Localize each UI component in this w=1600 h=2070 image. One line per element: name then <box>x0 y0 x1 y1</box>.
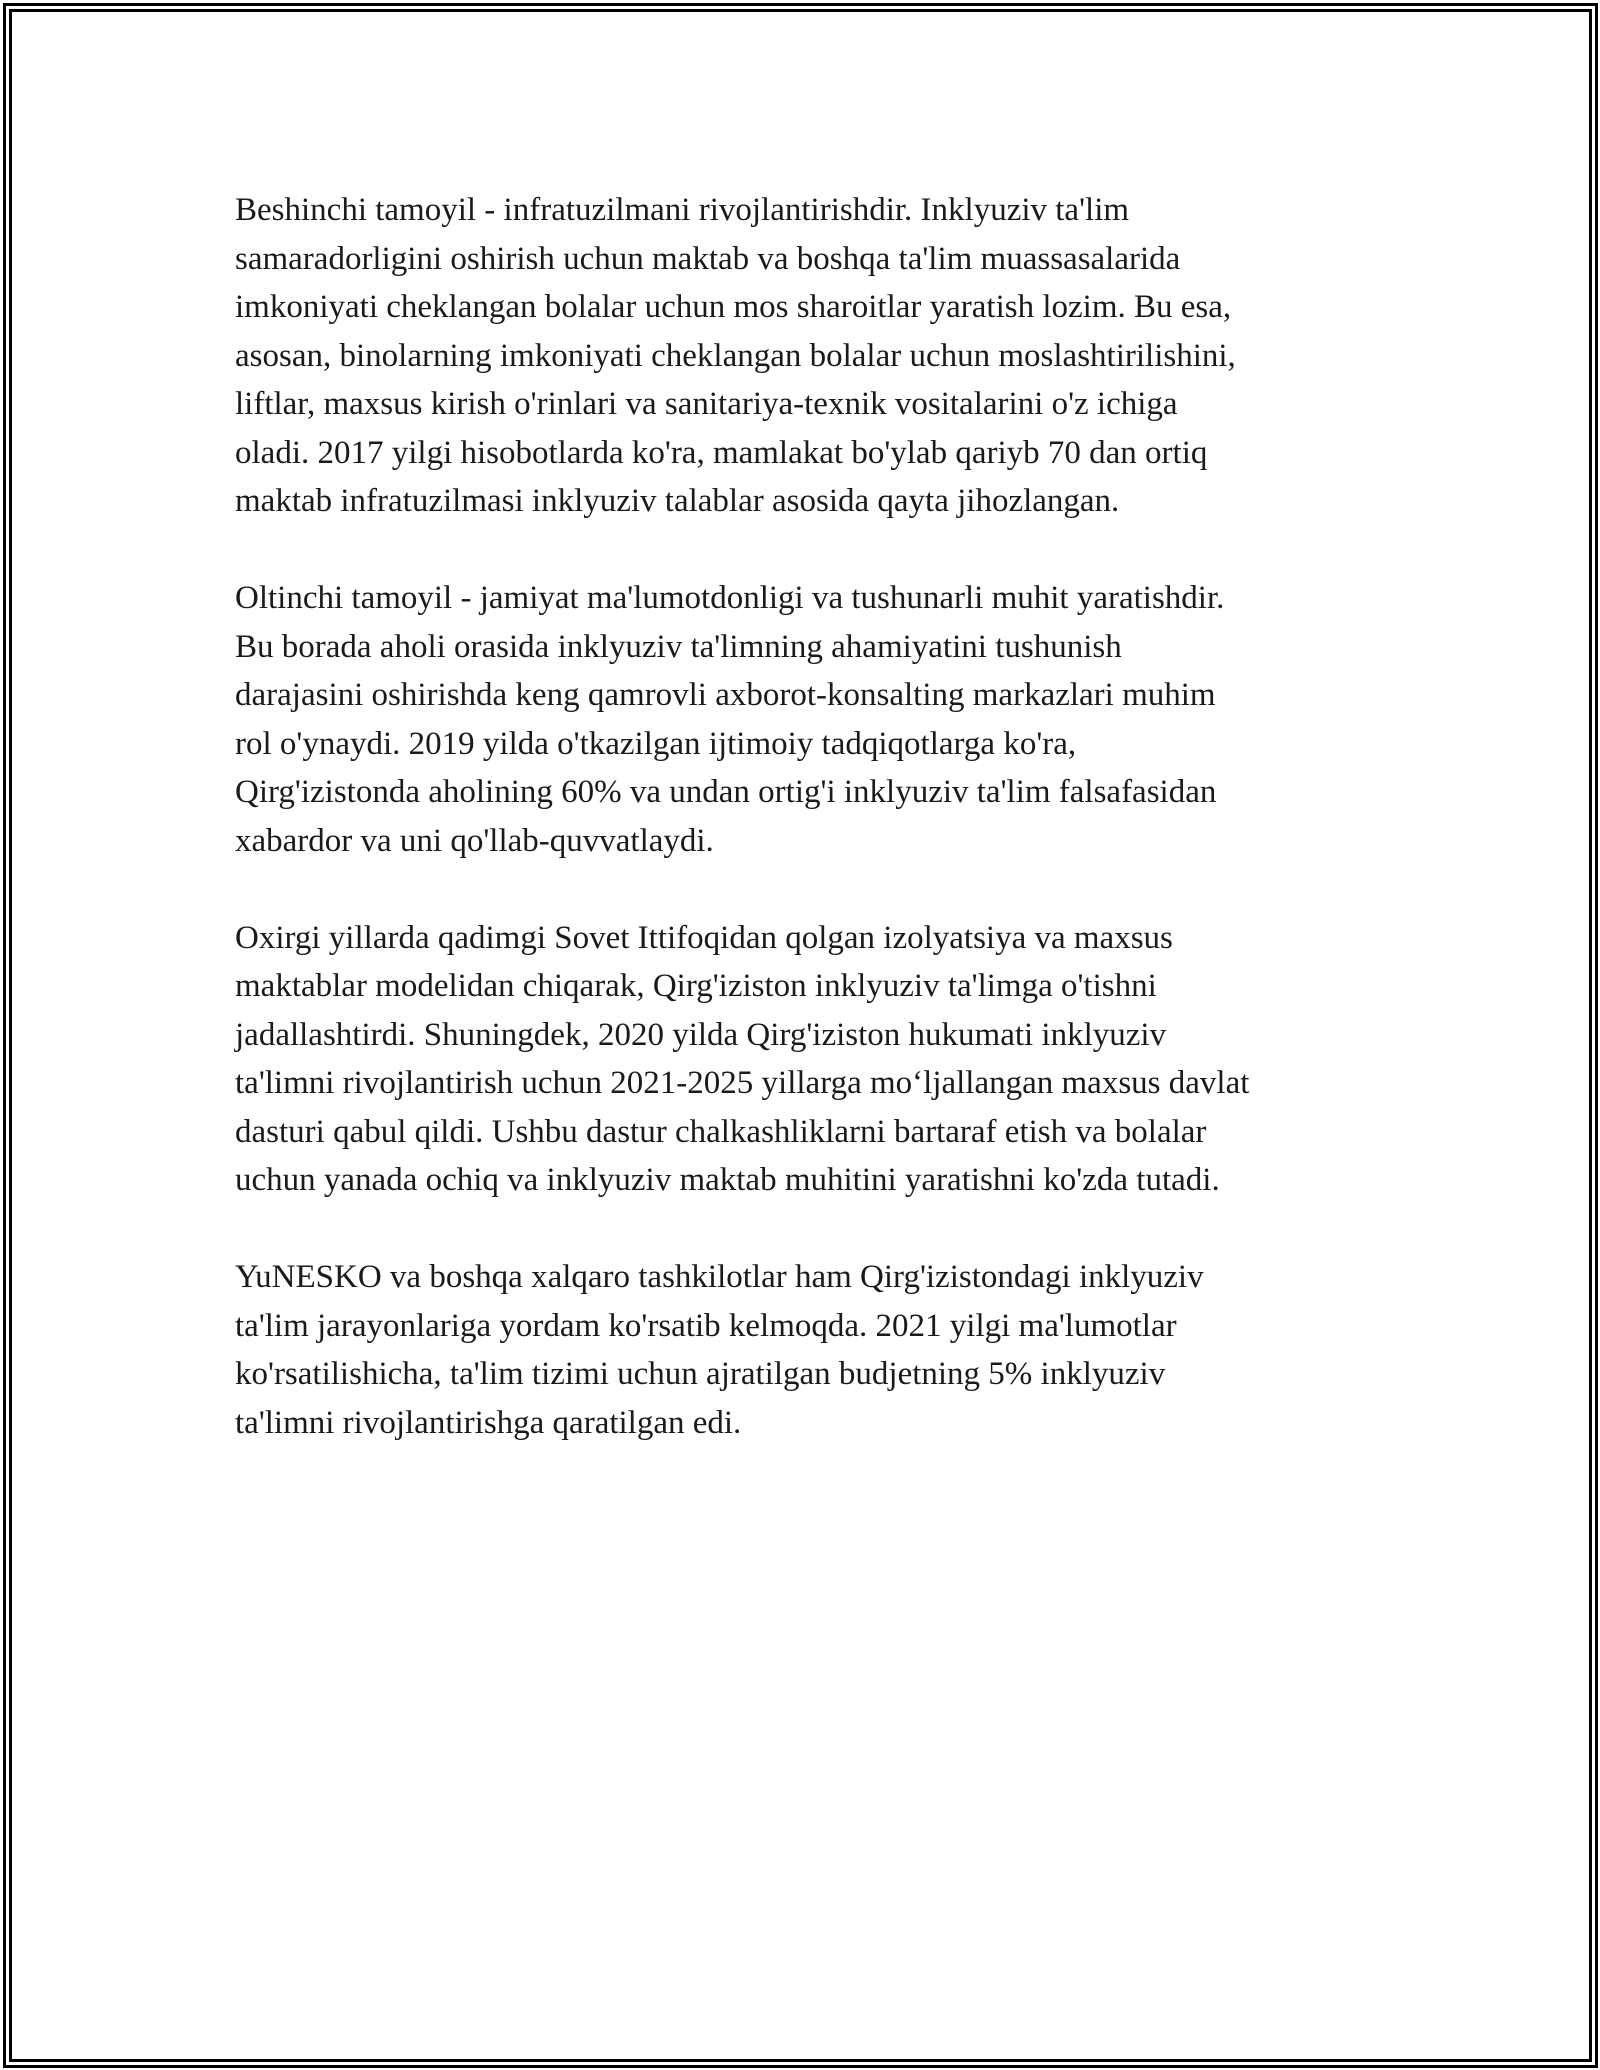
text-line: maktablar modelidan chiqarak, Qirg'iziston inklyuziv ta'limga o'tishni <box>235 968 1157 1004</box>
text-line: asosan, binolarning imkoniyati cheklangan bolalar uchun moslashtirilishini, <box>235 337 1236 374</box>
text-line: ko'rsatilishicha, ta'lim tizimi uchun ajratilgan budjetning 5% inklyuziv <box>235 1356 1166 1392</box>
text-line: rol o'ynaydi. 2019 yilda o'tkazilgan ijtimoiy tadqiqotlarga ko'ra, <box>235 725 1077 762</box>
text-line: Qirg'izistonda aholining 60% va undan ortig'i inklyuziv ta'lim falsafasidan <box>235 774 1217 810</box>
paragraph-fifth-principle <box>235 186 1385 526</box>
text-line: liftlar, maxsus kirish o'rinlari va sanitariya-texnik vositalarini o'z ichiga <box>235 386 1178 422</box>
text-line: dasturi qabul qildi. Ushbu dastur chalkashliklarni bartaraf etish va bolalar <box>235 1113 1207 1150</box>
text-line: ta'lim jarayonlariga yordam ko'rsatib kelmoqda. 2021 yilgi ma'lumotlar <box>235 1307 1177 1344</box>
text-line: Bu borada aholi orasida inklyuziv ta'limning ahamiyatini tushunish <box>235 628 1122 665</box>
text-line: Beshinchi tamoyil - infratuzilmani rivojlantirishdir. Inklyuziv ta'lim <box>235 192 1130 228</box>
paragraph-sixth-principle <box>235 574 1385 865</box>
text-line: darajasini oshirishda keng qamrovli axborot-konsalting markazlari muhim <box>235 677 1216 713</box>
paragraph-recent-years <box>235 914 1385 1205</box>
text-line: xabardor va uni qo'llab-quvvatlaydi. <box>235 822 714 859</box>
text-line: samaradorligini oshirish uchun maktab va boshqa ta'lim muassasalarida <box>235 240 1181 277</box>
text-line: ta'limni rivojlantirish uchun 2021-2025 yillarga mo‘ljallangan maxsus davlat <box>235 1065 1250 1101</box>
text-line: oladi. 2017 yilgi hisobotlarda ko'ra, mamlakat bo'ylab qariyb 70 dan ortiq <box>235 434 1208 471</box>
text-line: uchun yanada ochiq va inklyuziv maktab muhitini yaratishni ko'zda tutadi. <box>235 1162 1220 1198</box>
paragraph-unesco <box>235 1253 1385 1447</box>
text-line: Oltinchi tamoyil - jamiyat ma'lumotdonligi va tushunarli muhit yaratishdir. <box>235 580 1225 616</box>
text-line: ta'limni rivojlantirishga qaratilgan edi. <box>235 1404 742 1441</box>
text-line: maktab infratuzilmasi inklyuziv talablar asosida qayta jihozlangan. <box>235 483 1120 519</box>
text-line: jadallashtirdi. Shuningdek, 2020 yilda Qirg'iziston hukumati inklyuziv <box>235 1016 1167 1053</box>
document-body <box>235 186 1385 1496</box>
text-line: Oxirgi yillarda qadimgi Sovet Ittifoqidan qolgan izolyatsiya va maxsus <box>235 919 1173 956</box>
text-line: YuNESKO va boshqa xalqaro tashkilotlar ham Qirg'izistondagi inklyuziv <box>235 1259 1204 1295</box>
text-line: imkoniyati cheklangan bolalar uchun mos sharoitlar yaratish lozim. Bu esa, <box>235 289 1232 325</box>
